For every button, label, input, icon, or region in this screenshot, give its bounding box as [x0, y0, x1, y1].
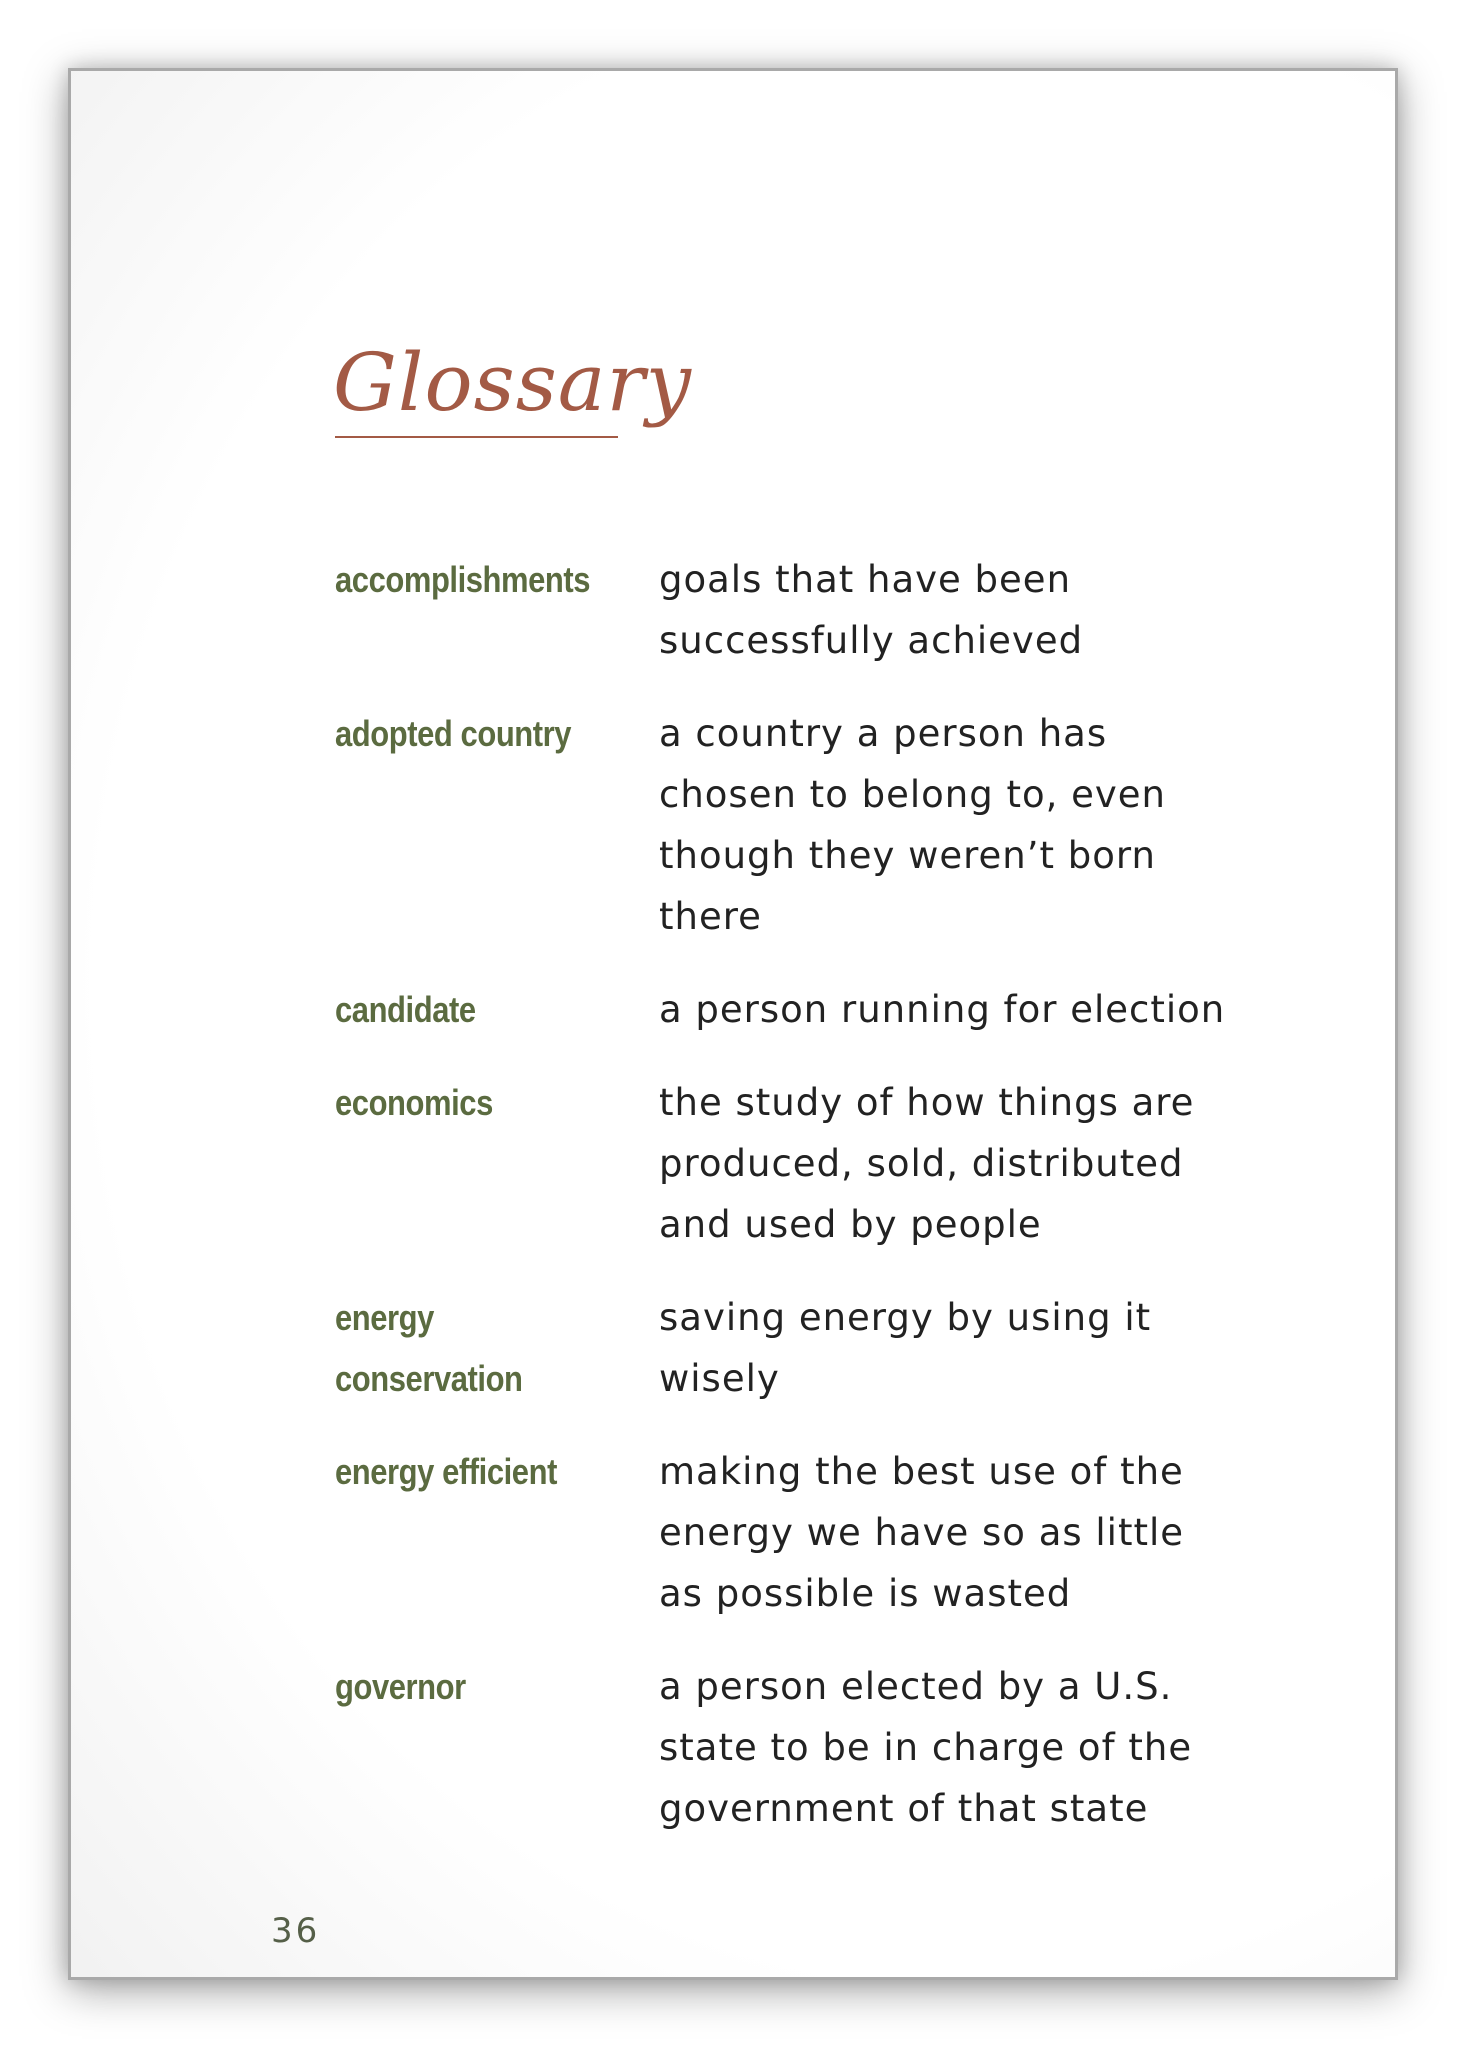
- glossary-entry: [335, 1656, 1235, 1839]
- glossary-entry: [335, 979, 1235, 1040]
- book-page: [68, 68, 1398, 1980]
- glossary-list: [335, 549, 1235, 1871]
- glossary-term: adopted country: [335, 713, 572, 754]
- glossary-entry: [335, 1441, 1235, 1624]
- glossary-term: candidate: [335, 989, 476, 1030]
- glossary-term: energy efficient: [335, 1451, 557, 1492]
- glossary-entry: [335, 703, 1235, 947]
- glossary-entry: [335, 1287, 1235, 1409]
- glossary-definition: a person running for election: [659, 988, 1226, 1031]
- glossary-definition: making the best use of the energy we have so as little as possible is wasted: [659, 1450, 1185, 1615]
- glossary-term: energy conservation: [335, 1297, 523, 1399]
- glossary-term: governor: [335, 1666, 466, 1707]
- glossary-definition: the study of how things are produced, sold, distributed and used by people: [659, 1081, 1195, 1246]
- page-number: 36: [271, 1911, 321, 1951]
- glossary-entry: [335, 549, 1235, 671]
- page-title: Glossary: [333, 336, 692, 429]
- glossary-definition: a country a person has chosen to belong to, even though they weren’t born there: [659, 712, 1166, 938]
- glossary-entry: [335, 1072, 1235, 1255]
- title-underline: [335, 436, 618, 438]
- glossary-definition: goals that have been successfully achieved: [659, 558, 1084, 662]
- glossary-definition: a person elected by a U.S. state to be in charge of the government of that state: [659, 1665, 1193, 1830]
- glossary-definition: saving energy by using it wisely: [659, 1296, 1152, 1400]
- glossary-term: economics: [335, 1082, 493, 1123]
- glossary-term: accomplishments: [335, 559, 591, 600]
